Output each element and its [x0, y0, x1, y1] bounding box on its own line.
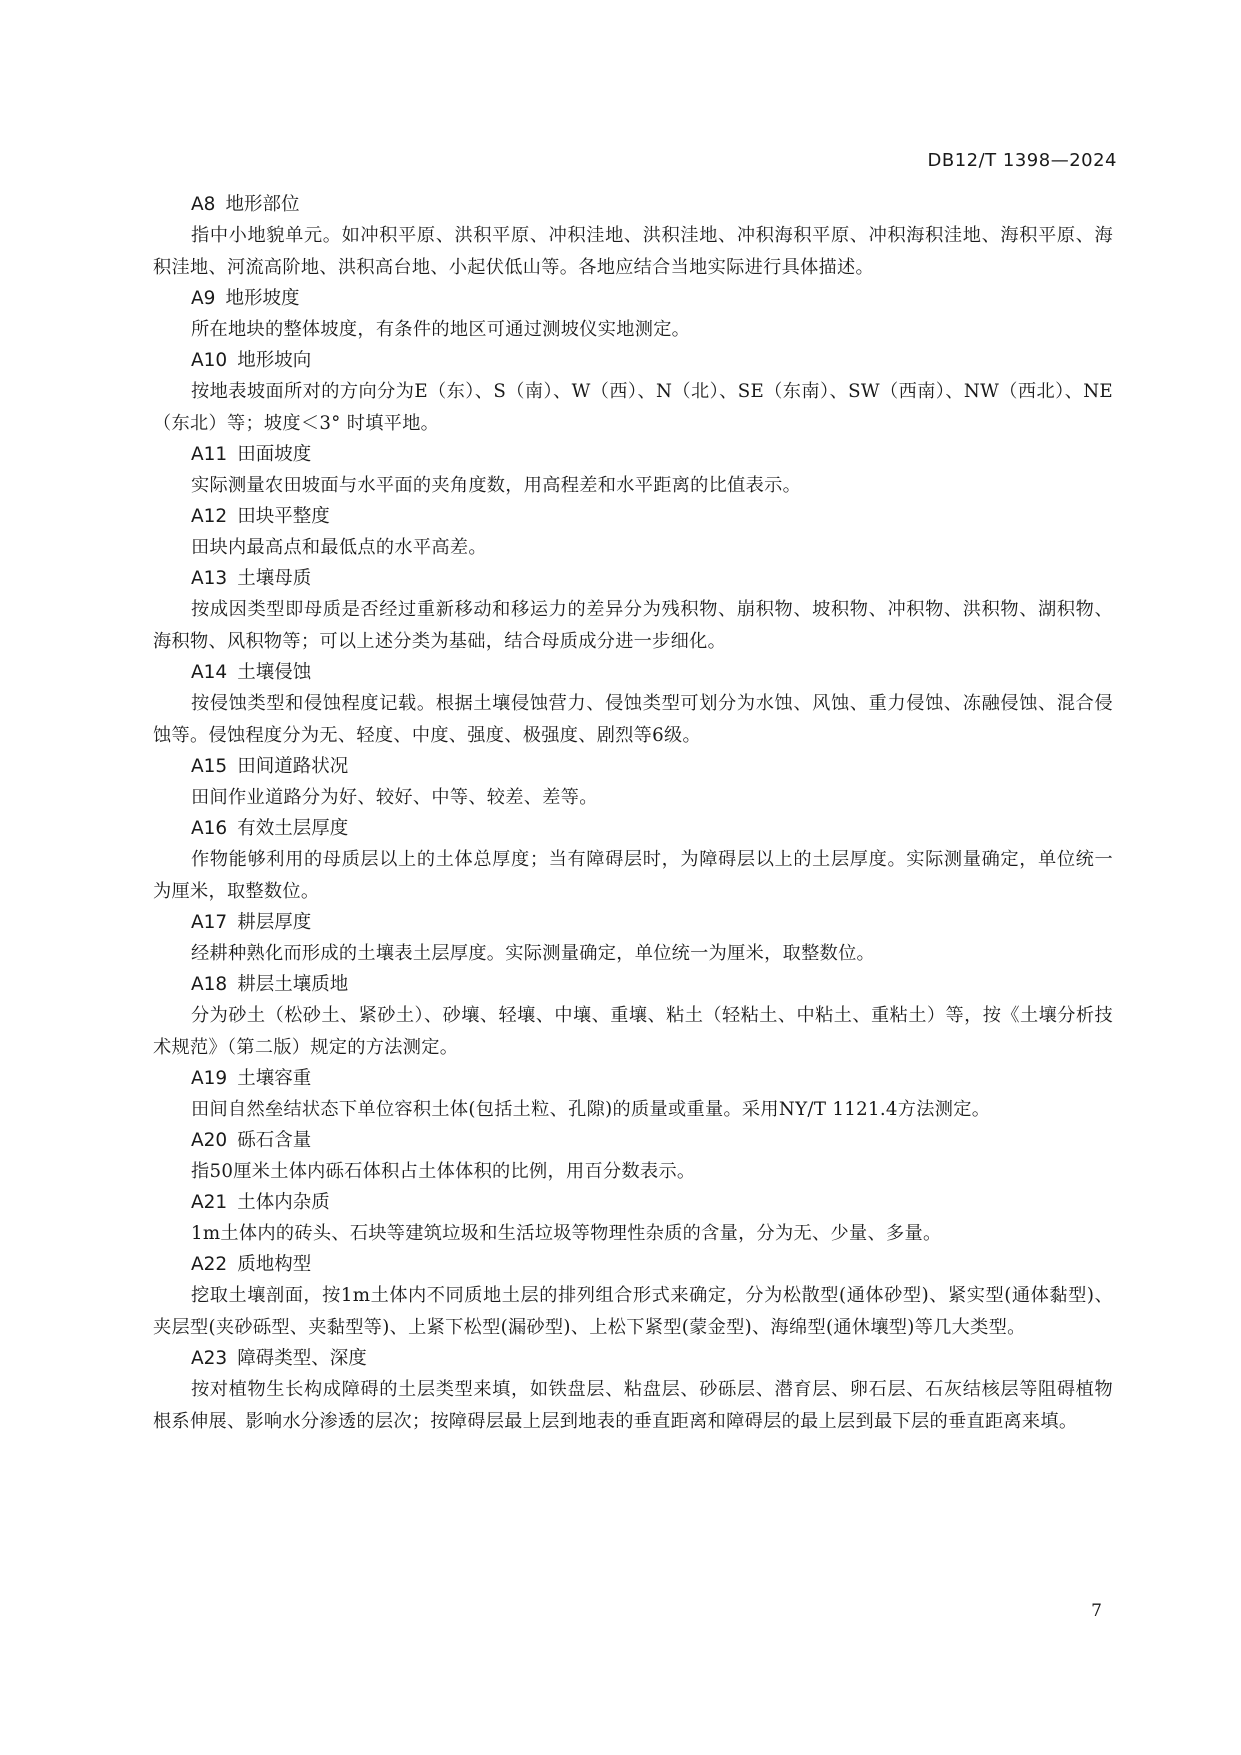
section-heading [153, 1064, 1113, 1094]
section-a12 [153, 502, 1113, 564]
section-number: A17 [191, 912, 228, 933]
section-number: A19 [191, 1068, 228, 1089]
section-heading [153, 346, 1113, 376]
section-title: 障碍类型、深度 [237, 1348, 367, 1369]
section-title: 土体内杂质 [237, 1192, 330, 1213]
document-body [153, 190, 1113, 1438]
section-number: A23 [191, 1348, 228, 1369]
section-number: A16 [191, 818, 228, 839]
section-heading [153, 658, 1113, 688]
section-title: 有效土层厚度 [237, 818, 349, 839]
section-heading [153, 970, 1113, 1000]
section-heading [153, 908, 1113, 938]
section-text: 分为砂土（松砂土、紧砂土）、砂壤、轻壤、中壤、重壤、粘土（轻粘土、中粘土、重粘土）等，按《土壤分析技术规范》（第二版）规定的方法测定。 [153, 1005, 1113, 1058]
section-title: 地形部位 [225, 194, 300, 215]
section-heading [153, 1126, 1113, 1156]
section-number: A21 [191, 1192, 228, 1213]
section-a11 [153, 440, 1113, 502]
section-number: A10 [191, 350, 228, 371]
section-heading [153, 502, 1113, 532]
section-text: 1m土体内的砖头、石块等建筑垃圾和生活垃圾等物理性杂质的含量，分为无、少量、多量。 [191, 1223, 942, 1244]
section-title: 田块平整度 [237, 506, 330, 527]
section-heading [153, 564, 1113, 594]
section-a19 [153, 1064, 1113, 1126]
section-heading [153, 1250, 1113, 1280]
section-heading [153, 190, 1113, 220]
section-title: 砾石含量 [237, 1130, 312, 1151]
section-text: 所在地块的整体坡度，有条件的地区可通过测坡仪实地测定。 [191, 319, 691, 340]
section-text: 实际测量农田坡面与水平面的夹角度数，用高程差和水平距离的比值表示。 [191, 475, 802, 496]
section-text: 指中小地貌单元。如冲积平原、洪积平原、冲积洼地、洪积洼地、冲积海积平原、冲积海积洼地、海积平原、海积洼地、河流高阶地、洪积高台地、小起伏低山等。各地应结合当地实际进行具体描述。 [153, 225, 1113, 278]
section-text: 按成因类型即母质是否经过重新移动和移运力的差异分为残积物、崩积物、坡积物、冲积物、洪积物、湖积物、海积物、风积物等；可以上述分类为基础，结合母质成分进一步细化。 [153, 599, 1113, 652]
section-number: A20 [191, 1130, 228, 1151]
section-title: 质地构型 [237, 1254, 312, 1275]
section-heading [153, 440, 1113, 470]
section-number: A9 [191, 288, 216, 309]
section-heading [153, 752, 1113, 782]
standard-code: DB12/T 1398—2024 [927, 150, 1117, 171]
section-number: A18 [191, 974, 228, 995]
section-number: A22 [191, 1254, 228, 1275]
section-number: A14 [191, 662, 228, 683]
section-title: 耕层厚度 [237, 912, 312, 933]
section-a8 [153, 190, 1113, 284]
section-title: 土壤母质 [237, 568, 312, 589]
section-heading [153, 1188, 1113, 1218]
section-a16 [153, 814, 1113, 908]
section-text: 田间作业道路分为好、较好、中等、较差、差等。 [191, 787, 598, 808]
section-text: 按侵蚀类型和侵蚀程度记载。根据土壤侵蚀营力、侵蚀类型可划分为水蚀、风蚀、重力侵蚀、冻融侵蚀、混合侵蚀等。侵蚀程度分为无、轻度、中度、强度、极强度、剧烈等6级。 [153, 693, 1113, 746]
section-a10 [153, 346, 1113, 440]
section-text: 田间自然垒结状态下单位容积土体(包括土粒、孔隙)的质量或重量。采用NY/T 1121.4方法测定。 [191, 1099, 991, 1120]
section-text: 田块内最高点和最低点的水平高差。 [191, 537, 487, 558]
section-a17 [153, 908, 1113, 970]
section-number: A11 [191, 444, 228, 465]
section-number: A8 [191, 194, 216, 215]
section-a23 [153, 1344, 1113, 1438]
section-text: 按对植物生长构成障碍的土层类型来填，如铁盘层、粘盘层、砂砾层、潜育层、卵石层、石灰结核层等阻碍植物根系伸展、影响水分渗透的层次；按障碍层最上层到地表的垂直距离和障碍层的最上层到最下层的垂直距离来填。 [153, 1379, 1113, 1432]
section-a21 [153, 1188, 1113, 1250]
section-title: 田面坡度 [237, 444, 312, 465]
section-a22 [153, 1250, 1113, 1344]
section-number: A13 [191, 568, 228, 589]
section-number: A15 [191, 756, 228, 777]
section-heading [153, 814, 1113, 844]
section-a9 [153, 284, 1113, 346]
section-title: 地形坡向 [237, 350, 312, 371]
section-title: 地形坡度 [225, 288, 300, 309]
section-title: 田间道路状况 [237, 756, 349, 777]
section-heading [153, 1344, 1113, 1374]
section-a14 [153, 658, 1113, 752]
section-a13 [153, 564, 1113, 658]
page-number: 7 [1091, 1601, 1102, 1621]
section-text: 指50厘米土体内砾石体积占土体体积的比例，用百分数表示。 [191, 1161, 696, 1182]
section-title: 土壤容重 [237, 1068, 312, 1089]
section-a20 [153, 1126, 1113, 1188]
section-text: 挖取土壤剖面，按1m土体内不同质地土层的排列组合形式来确定，分为松散型(通体砂型)、紧实型(通体黏型)、夹层型(夹砂砾型、夹黏型等)、上紧下松型(漏砂型)、上松下紧型(蒙金型)、海绵型(通休壤型)等几大类型。 [153, 1285, 1113, 1338]
section-a18 [153, 970, 1113, 1064]
section-heading [153, 284, 1113, 314]
section-title: 土壤侵蚀 [237, 662, 312, 683]
section-a15 [153, 752, 1113, 814]
section-title: 耕层土壤质地 [237, 974, 349, 995]
section-number: A12 [191, 506, 228, 527]
section-text: 作物能够利用的母质层以上的土体总厚度；当有障碍层时，为障碍层以上的土层厚度。实际测量确定，单位统一为厘米，取整数位。 [153, 849, 1113, 902]
section-text: 按地表坡面所对的方向分为E（东）、S（南）、W（西）、N（北）、SE（东南）、SW（西南）、NW（西北）、NE（东北）等；坡度＜3° 时填平地。 [153, 381, 1113, 434]
section-text: 经耕种熟化而形成的土壤表土层厚度。实际测量确定，单位统一为厘米，取整数位。 [191, 943, 876, 964]
